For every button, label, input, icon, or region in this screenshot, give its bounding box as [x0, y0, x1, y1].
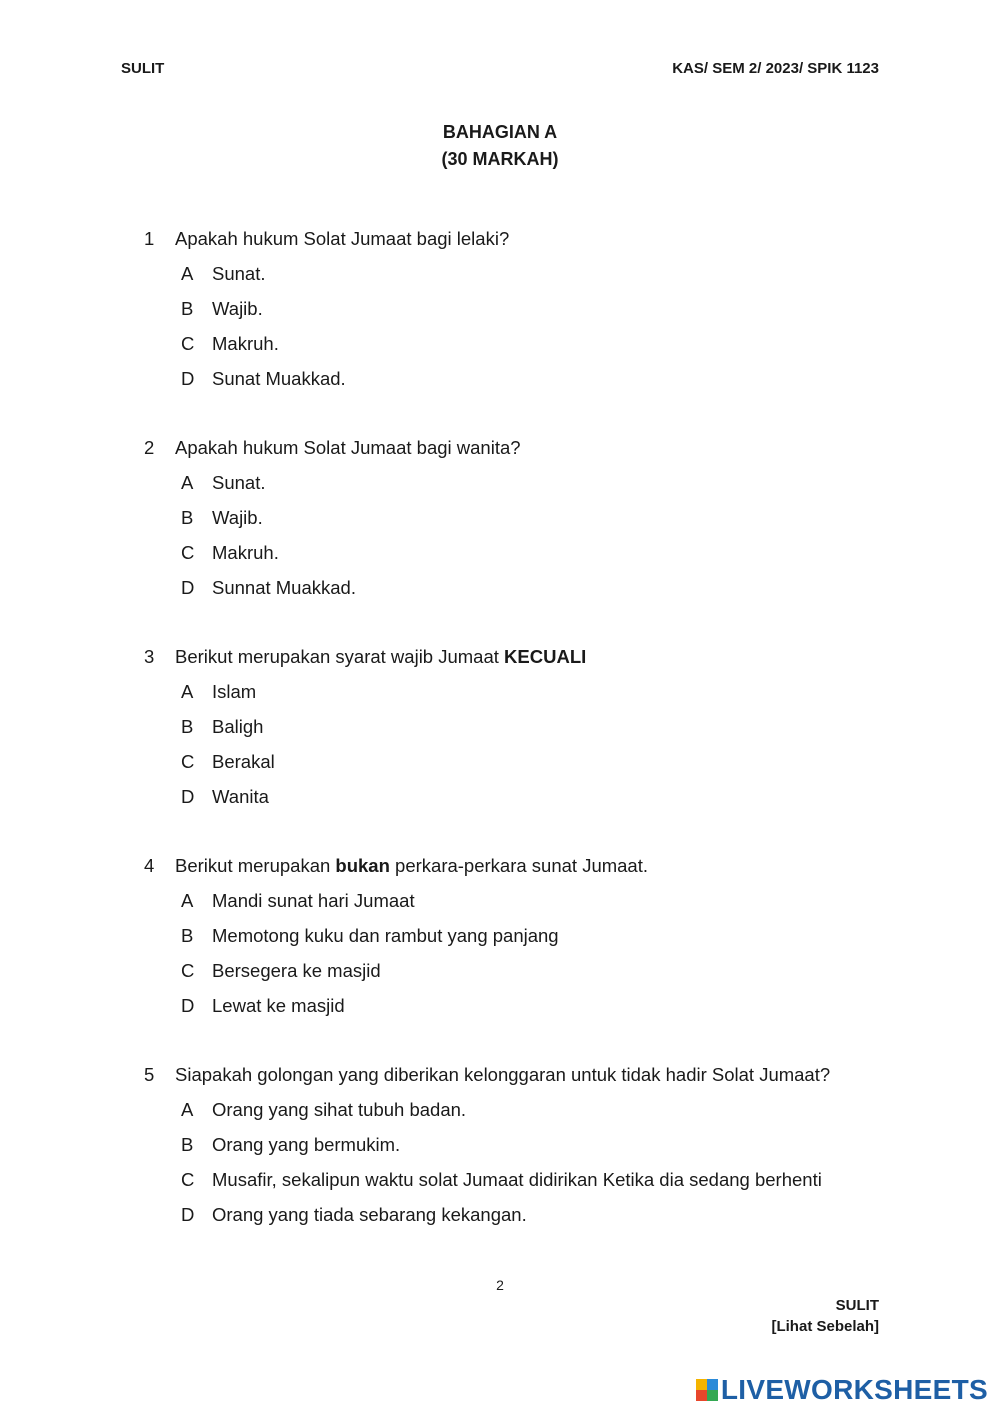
option-text: Memotong kuku dan rambut yang panjang	[212, 925, 559, 946]
footer-next-page: [Lihat Sebelah]	[771, 1318, 879, 1335]
option-b[interactable]	[144, 716, 586, 751]
option-c[interactable]	[144, 542, 521, 577]
option-text: Makruh.	[212, 542, 279, 563]
option-text: Wajib.	[212, 298, 263, 319]
option-letter: C	[181, 1169, 195, 1190]
option-b[interactable]	[144, 298, 509, 333]
option-text: Sunnat Muakkad.	[212, 577, 356, 598]
option-text: Wajib.	[212, 507, 263, 528]
section-marks: (30 MARKAH)	[441, 149, 559, 169]
option-letter: B	[181, 507, 194, 528]
option-letter: B	[181, 298, 194, 319]
option-text: Mandi sunat hari Jumaat	[212, 890, 415, 911]
option-d[interactable]	[144, 995, 648, 1030]
option-letter: D	[181, 995, 195, 1016]
option-text: Baligh	[212, 716, 264, 737]
option-letter: B	[181, 716, 194, 737]
question-3	[144, 646, 586, 821]
option-text: Berakal	[212, 751, 275, 772]
question-4	[144, 855, 648, 1030]
option-text: Islam	[212, 681, 257, 702]
option-letter: B	[181, 1134, 194, 1155]
option-text: Orang yang sihat tubuh badan.	[212, 1099, 467, 1120]
option-d[interactable]	[144, 577, 521, 612]
question-5	[144, 1064, 830, 1239]
option-text: Bersegera ke masjid	[212, 960, 381, 981]
logo-block	[707, 1379, 718, 1390]
option-letter: A	[181, 1099, 194, 1120]
question-1	[144, 228, 509, 403]
option-letter: D	[181, 368, 195, 389]
option-text: Sunat.	[212, 472, 266, 493]
question-stem	[144, 855, 648, 890]
question-text: Berikut merupakan syarat wajib Jumaat	[175, 646, 505, 667]
question-text: Apakah hukum Solat Jumaat bagi lelaki?	[175, 228, 510, 249]
question-number: 4	[144, 855, 155, 876]
question-text: Apakah hukum Solat Jumaat bagi wanita?	[175, 437, 521, 458]
option-a[interactable]	[144, 890, 648, 925]
option-d[interactable]	[144, 368, 509, 403]
option-text: Musafir, sekalipun waktu solat Jumaat didirikan Ketika dia sedang berhenti	[212, 1169, 822, 1190]
question-number: 3	[144, 646, 155, 667]
question-stem	[144, 646, 586, 681]
option-letter: A	[181, 681, 194, 702]
option-letter: D	[181, 786, 195, 807]
option-letter: D	[181, 1204, 195, 1225]
liveworksheets-brand[interactable]	[696, 1374, 988, 1406]
option-letter: A	[181, 263, 194, 284]
question-number: 1	[144, 228, 155, 249]
logo-block	[696, 1390, 707, 1401]
option-letter: B	[181, 925, 194, 946]
option-a[interactable]	[144, 263, 509, 298]
option-c[interactable]	[144, 960, 648, 995]
header-left-label: SULIT	[121, 60, 165, 77]
option-a[interactable]	[144, 681, 586, 716]
logo-block	[707, 1390, 718, 1401]
question-emphasis: KECUALI	[504, 646, 587, 667]
option-letter: C	[181, 751, 195, 772]
option-text: Makruh.	[212, 333, 279, 354]
option-text: Sunat Muakkad.	[212, 368, 346, 389]
question-text: Berikut merupakan	[175, 855, 336, 876]
option-b[interactable]	[144, 925, 648, 960]
question-number: 5	[144, 1064, 155, 1085]
question-number: 2	[144, 437, 155, 458]
footer-label: SULIT	[835, 1297, 879, 1314]
option-c[interactable]	[144, 751, 586, 786]
option-c[interactable]	[144, 333, 509, 368]
header-right-code: KAS/ SEM 2/ 2023/ SPIK 1123	[672, 60, 879, 77]
question-stem	[144, 437, 521, 472]
option-text: Sunat.	[212, 263, 266, 284]
question-text-tail: perkara-perkara sunat Jumaat.	[389, 855, 649, 876]
option-a[interactable]	[144, 472, 521, 507]
option-b[interactable]	[144, 507, 521, 542]
question-emphasis: bukan	[335, 855, 390, 876]
option-d[interactable]	[144, 786, 586, 821]
question-stem	[144, 1064, 830, 1099]
option-text: Lewat ke masjid	[212, 995, 345, 1016]
option-letter: D	[181, 577, 195, 598]
option-letter: C	[181, 333, 195, 354]
question-2	[144, 437, 521, 612]
page-number: 2	[496, 1277, 504, 1293]
option-text: Orang yang tiada sebarang kekangan.	[212, 1204, 527, 1225]
option-letter: A	[181, 890, 194, 911]
logo-block	[696, 1379, 707, 1390]
option-letter: C	[181, 960, 195, 981]
liveworksheets-logo-icon	[696, 1379, 718, 1401]
option-text: Wanita	[212, 786, 269, 807]
option-letter: A	[181, 472, 194, 493]
option-a[interactable]	[144, 1099, 830, 1134]
brand-name: LIVEWORKSHEETS	[720, 1374, 988, 1405]
option-letter: C	[181, 542, 195, 563]
question-text: Siapakah golongan yang diberikan kelonggaran untuk tidak hadir Solat Jumaat?	[175, 1064, 831, 1085]
question-stem	[144, 228, 509, 263]
option-text: Orang yang bermukim.	[212, 1134, 401, 1155]
section-title: BAHAGIAN A	[442, 122, 558, 142]
option-b[interactable]	[144, 1134, 830, 1169]
option-c[interactable]	[144, 1169, 830, 1204]
option-d[interactable]	[144, 1204, 830, 1239]
